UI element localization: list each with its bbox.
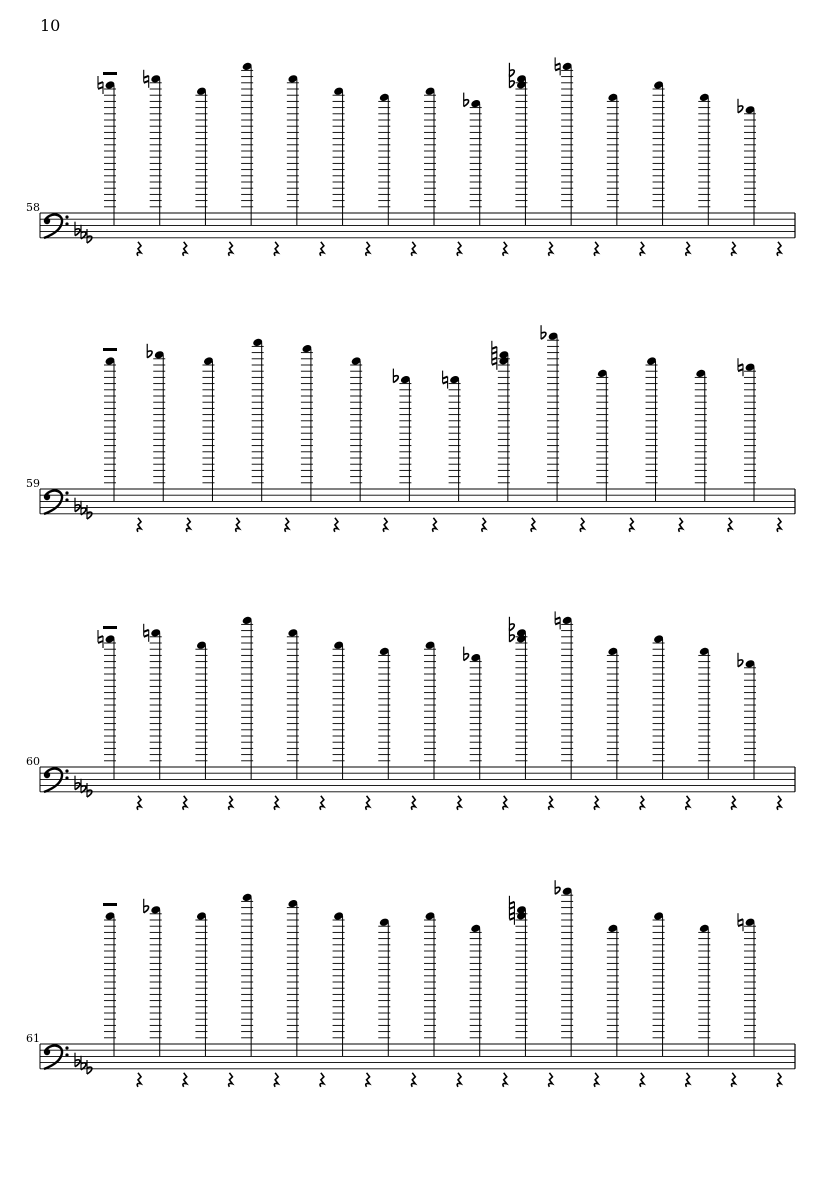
note [287,899,324,1087]
note [509,896,552,1087]
note [301,344,338,532]
quarter-rest-icon [728,518,732,532]
quarter-rest-icon [777,242,781,256]
flat-icon [464,647,469,661]
note [195,911,232,1087]
note [653,634,690,810]
quarter-rest-icon [137,796,141,810]
note [378,917,415,1086]
note [738,99,781,256]
flat-icon [75,222,80,236]
quarter-rest-icon [549,1073,553,1087]
flat-icon [738,653,743,667]
note [241,893,278,1087]
quarter-rest-icon [274,796,278,810]
flat-icon [87,783,92,797]
measure-number: 58 [26,201,40,214]
quarter-rest-icon [229,1073,233,1087]
quarter-rest-icon [229,242,233,256]
quarter-rest-icon [531,518,535,532]
tenuto-bar [103,72,117,75]
flat-icon [509,63,514,77]
quarter-rest-icon [594,242,598,256]
natural-icon [98,630,103,648]
quarter-rest-icon [285,518,289,532]
tenuto-bar [103,903,117,906]
quarter-rest-icon [186,518,190,532]
note [333,640,370,809]
note [555,57,598,255]
note [541,325,584,532]
measure-number: 61 [26,1032,40,1045]
key-signature [75,776,92,797]
staff-system [26,57,795,255]
bass-clef-icon [44,1046,69,1069]
quarter-rest-icon [411,796,415,810]
note [738,358,781,532]
quarter-rest-icon [503,796,507,810]
quarter-rest-icon [137,518,141,532]
tenuto-bar [103,626,117,629]
note [555,611,598,809]
note [738,913,781,1087]
note [350,356,387,532]
quarter-rest-icon [274,1073,278,1087]
quarter-rest-icon [777,518,781,532]
quarter-rest-icon [183,1073,187,1087]
key-signature [75,1053,92,1074]
natural-icon [555,611,560,629]
flat-icon [75,1053,80,1067]
note [738,653,781,810]
note [103,348,141,532]
note [653,911,690,1087]
quarter-rest-icon [320,242,324,256]
note [98,72,141,256]
natural-icon [738,913,743,931]
quarter-rest-icon [366,796,370,810]
quarter-rest-icon [731,796,735,810]
quarter-rest-icon [594,796,598,810]
flat-icon [464,93,469,107]
note [241,616,278,810]
flat-icon [541,325,546,339]
flat-icon [555,880,560,894]
natural-icon [144,70,149,88]
natural-icon [98,76,103,94]
note [424,86,461,255]
bass-clef-icon [44,769,69,792]
quarter-rest-icon [679,518,683,532]
natural-icon [443,371,448,389]
bass-clef-icon [44,491,69,514]
note [147,344,190,532]
flat-icon [81,501,86,515]
note [333,86,370,255]
flat-icon [81,225,86,239]
quarter-rest-icon [777,1073,781,1087]
flat-icon [81,779,86,793]
quarter-rest-icon [236,518,240,532]
note [555,880,598,1087]
quarter-rest-icon [274,242,278,256]
quarter-rest-icon [457,1073,461,1087]
staff-system [26,880,795,1087]
staff-system [26,611,795,809]
key-signature [75,498,92,519]
quarter-rest-icon [731,1073,735,1087]
page-number: 10 [40,16,61,35]
note [509,63,552,256]
note [424,640,461,809]
measure-number: 60 [26,755,40,768]
quarter-rest-icon [503,1073,507,1087]
flat-icon [509,617,514,631]
quarter-rest-icon [320,1073,324,1087]
staff-system [26,325,795,532]
flat-icon [87,505,92,519]
note [202,356,239,532]
bass-clef-icon [44,215,69,238]
quarter-rest-icon [334,518,338,532]
quarter-rest-icon [549,242,553,256]
note [287,74,324,256]
quarter-rest-icon [686,796,690,810]
quarter-rest-icon [320,796,324,810]
note [509,617,552,810]
flat-icon [81,1056,86,1070]
quarter-rest-icon [731,242,735,256]
flat-icon [147,344,152,358]
quarter-rest-icon [137,242,141,256]
quarter-rest-icon [433,518,437,532]
quarter-rest-icon [580,518,584,532]
quarter-rest-icon [411,242,415,256]
quarter-rest-icon [229,796,233,810]
note [252,338,289,532]
quarter-rest-icon [411,1073,415,1087]
natural-icon [509,896,514,914]
note [195,86,232,255]
natural-icon [492,341,497,359]
flat-icon [144,899,149,913]
flat-icon [87,1060,92,1074]
key-signature [75,222,92,243]
note [195,640,232,809]
quarter-rest-icon [777,796,781,810]
measure-number: 59 [26,477,40,490]
flat-icon [75,776,80,790]
flat-icon [393,369,398,383]
note [653,80,690,256]
quarter-rest-icon [686,1073,690,1087]
quarter-rest-icon [503,242,507,256]
note [646,356,683,532]
note [144,624,187,810]
natural-icon [555,57,560,75]
quarter-rest-icon [630,518,634,532]
quarter-rest-icon [594,1073,598,1087]
natural-icon [738,358,743,376]
quarter-rest-icon [482,518,486,532]
note [492,341,535,532]
note [241,62,278,256]
natural-icon [144,624,149,642]
tenuto-bar [103,348,117,351]
flat-icon [87,229,92,243]
quarter-rest-icon [640,1073,644,1087]
quarter-rest-icon [549,796,553,810]
note [287,628,324,810]
note [144,70,187,256]
flat-icon [738,99,743,113]
quarter-rest-icon [640,796,644,810]
flat-icon [75,498,80,512]
note [103,903,141,1087]
quarter-rest-icon [640,242,644,256]
quarter-rest-icon [457,796,461,810]
note [424,911,461,1087]
note [333,911,370,1087]
quarter-rest-icon [366,242,370,256]
quarter-rest-icon [137,1073,141,1087]
note [144,899,187,1087]
quarter-rest-icon [457,242,461,256]
quarter-rest-icon [383,518,387,532]
quarter-rest-icon [686,242,690,256]
quarter-rest-icon [366,1073,370,1087]
quarter-rest-icon [183,796,187,810]
note [98,626,141,810]
quarter-rest-icon [183,242,187,256]
